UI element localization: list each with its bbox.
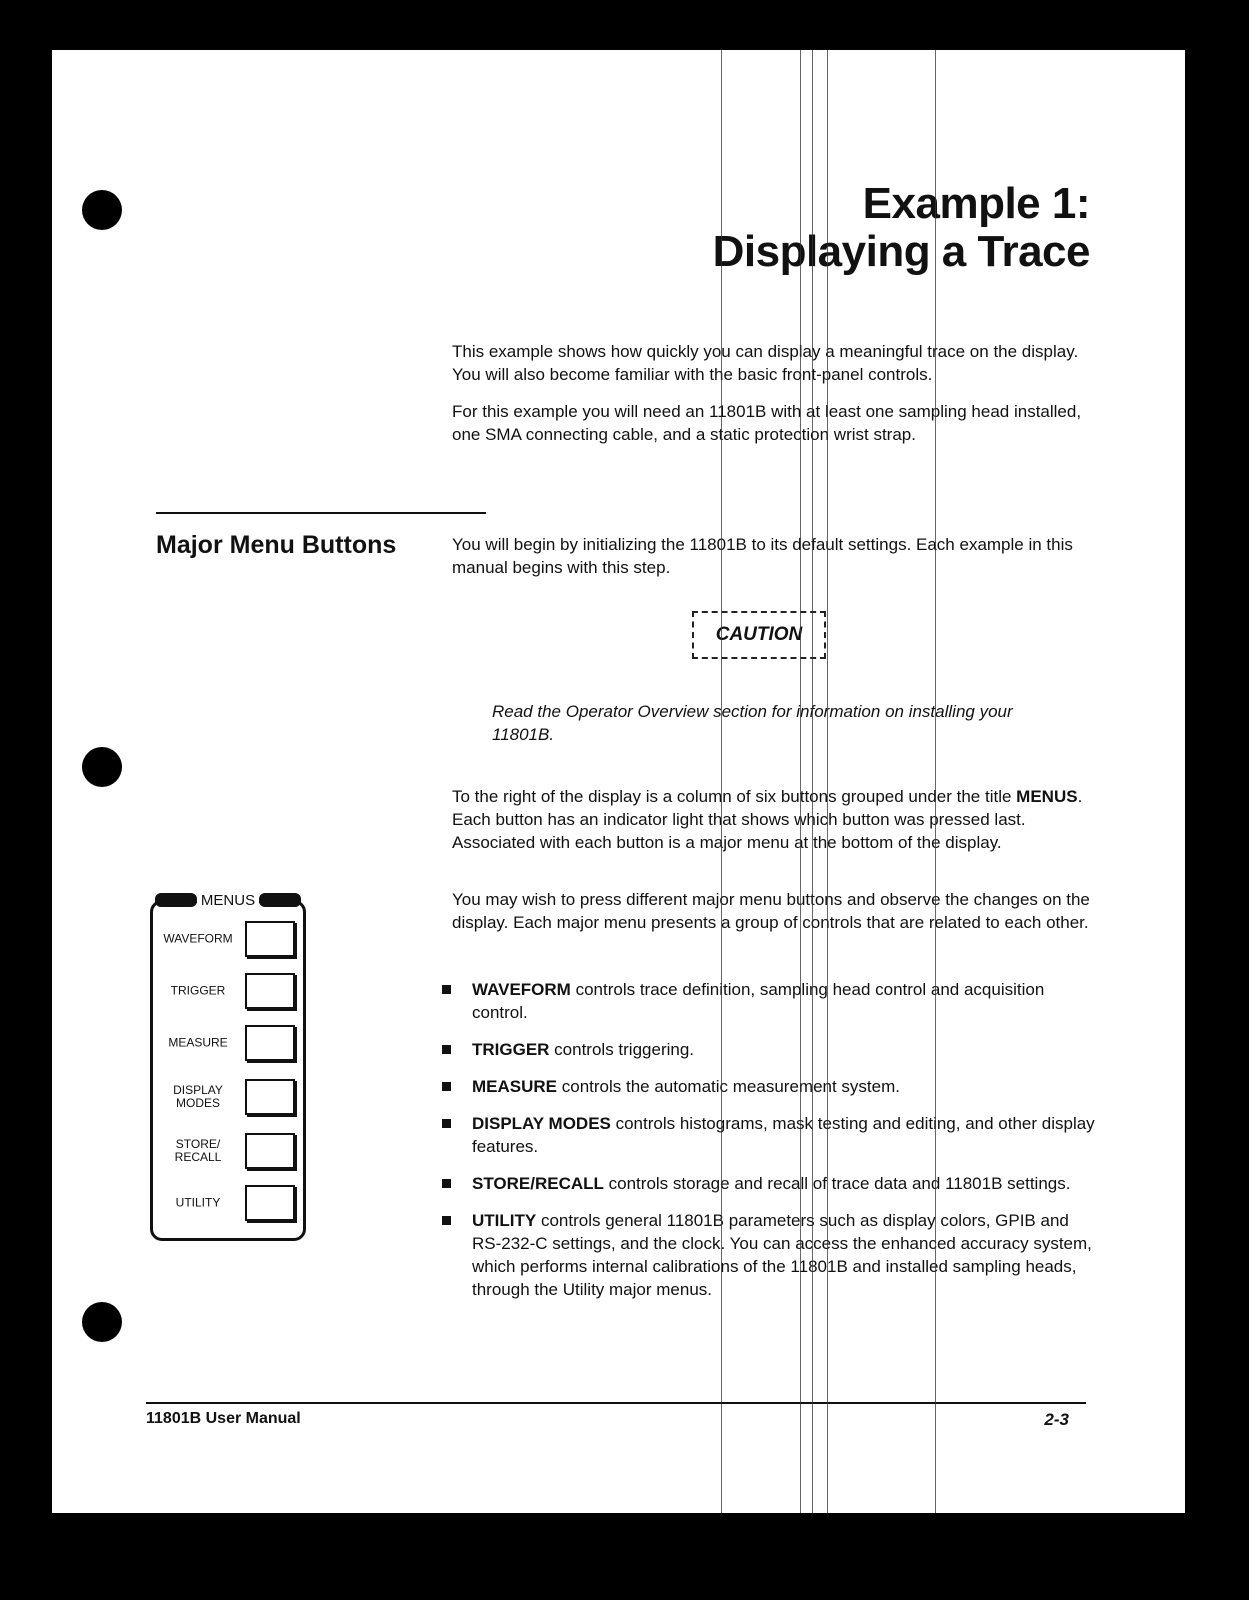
panel-header-bar: [155, 893, 197, 907]
section-rule: [156, 512, 486, 514]
menu-button-label: DISPLAY MODES: [173, 1083, 223, 1110]
bullet-square-icon: [442, 1216, 451, 1225]
section-heading: Major Menu Buttons: [156, 531, 397, 559]
para2-text-b: . Each button has an indicator light that shows which button was pressed last. Associated with each button is a major menu at the bottom of the display.: [452, 787, 1083, 852]
store-recall-menu-button[interactable]: [245, 1133, 295, 1169]
page-title: [713, 180, 1090, 276]
list-item: [442, 1075, 1102, 1098]
menu-button-row-measure: [153, 1023, 303, 1063]
menus-panel-title: MENUS: [197, 892, 259, 909]
menu-button-row-store-recall: [153, 1131, 303, 1171]
trigger-menu-button[interactable]: [245, 973, 295, 1009]
list-item: [442, 1172, 1102, 1195]
display-modes-menu-button[interactable]: [245, 1079, 295, 1115]
section-paragraph-1: You will begin by initializing the 11801B to its default settings. Each example in this manual begins with this step.: [452, 535, 1073, 577]
binder-hole: [82, 747, 122, 787]
title-line-1: Example 1:: [862, 179, 1090, 228]
menu-button-label: STORE/ RECALL: [174, 1137, 222, 1164]
bullet-term: MEASURE: [472, 1077, 558, 1096]
menu-button-row-trigger: [153, 971, 303, 1011]
footer-page-number: 2-3: [1044, 1410, 1069, 1429]
bullet-text: controls storage and recall of trace data and 11801B settings.: [603, 1174, 1071, 1193]
scan-artifact-line: [812, 50, 813, 1513]
menu-button-label: MEASURE: [168, 1035, 228, 1050]
bullet-square-icon: [442, 1119, 451, 1128]
bullet-term: DISPLAY MODES: [472, 1114, 611, 1133]
para2-bold: MENUS: [1016, 787, 1078, 806]
bullet-square-icon: [442, 1179, 451, 1188]
footer-manual-title: 11801B User Manual: [146, 1410, 301, 1427]
intro-paragraph-2: For this example you will need an 11801B with at least one sampling head installed, one SMA connecting cable, and a static protection wrist strap.: [452, 402, 1082, 444]
para2-text-a: To the right of the display is a column of six buttons grouped under the title: [452, 787, 1017, 806]
menu-button-label: TRIGGER: [170, 983, 226, 998]
menu-button-row-waveform: [153, 919, 303, 959]
menu-button-row-display-modes: [153, 1077, 303, 1117]
bullet-square-icon: [442, 1045, 451, 1054]
menus-panel-header: [155, 891, 301, 909]
list-item: [442, 978, 1102, 1024]
list-item: [442, 1112, 1102, 1158]
scan-artifact-line: [935, 50, 936, 1513]
scan-artifact-line: [800, 50, 801, 1513]
bullet-text: controls the automatic measurement system.: [557, 1077, 900, 1096]
footer-rule: [146, 1402, 1086, 1404]
bullet-text: controls triggering.: [549, 1040, 695, 1059]
binder-hole: [82, 190, 122, 230]
intro-paragraph-1: This example shows how quickly you can display a meaningful trace on the display. You will also become familiar with the basic front-panel controls.: [452, 342, 1079, 384]
caution-label: CAUTION: [692, 611, 826, 659]
bullet-term: WAVEFORM: [472, 980, 571, 999]
scan-artifact-line: [827, 50, 828, 1513]
bullet-square-icon: [442, 1082, 451, 1091]
manual-page: [52, 50, 1185, 1513]
utility-menu-button[interactable]: [245, 1185, 295, 1221]
bullet-term: STORE/RECALL: [472, 1174, 604, 1193]
list-item: [442, 1209, 1102, 1301]
measure-menu-button[interactable]: [245, 1025, 295, 1061]
bullet-text: controls general 11801B parameters such as display colors, GPIB and RS-232-C settings, and the clock. You can access the enhanced accuracy system, which performs internal calibrations of the 11801B and installed sampling heads, through the Utility major menus.: [472, 1211, 1092, 1299]
waveform-menu-button[interactable]: [245, 921, 295, 957]
menu-button-label: UTILITY: [175, 1195, 221, 1210]
menu-bullet-list: [442, 978, 1102, 1315]
binder-hole: [82, 1302, 122, 1342]
bullet-square-icon: [442, 985, 451, 994]
panel-header-bar: [259, 893, 301, 907]
menu-button-row-utility: [153, 1183, 303, 1223]
menus-panel-illustration: [150, 891, 306, 1241]
caution-text: Read the Operator Overview section for information on installing your 11801B.: [492, 702, 1013, 744]
section-paragraph-2: [452, 785, 1092, 854]
title-line-2: Displaying a Trace: [712, 227, 1090, 276]
list-item: [442, 1038, 1102, 1061]
bullet-text: controls histograms, mask testing and editing, and other display features.: [472, 1114, 1095, 1156]
bullet-term: UTILITY: [472, 1211, 537, 1230]
bullet-term: TRIGGER: [472, 1040, 550, 1059]
section-paragraph-3: You may wish to press different major menu buttons and observe the changes on the display. Each major menu presents a group of controls that are related to each other.: [452, 890, 1090, 932]
menu-button-label: WAVEFORM: [163, 931, 233, 946]
scan-artifact-line: [721, 50, 722, 1513]
bullet-text: controls trace definition, sampling head control and acquisition control.: [472, 980, 1045, 1022]
